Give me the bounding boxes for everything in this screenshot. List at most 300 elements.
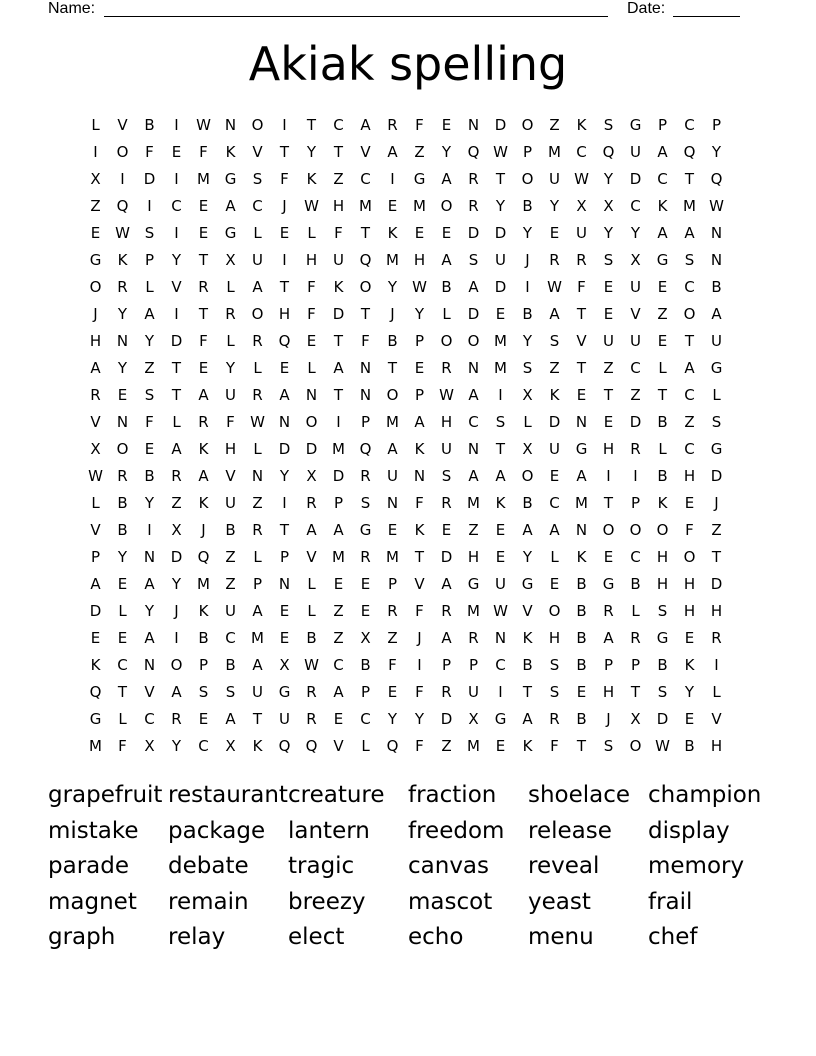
word-bank-row — [48, 885, 768, 921]
grid-letter: M — [359, 197, 372, 215]
grid-letter: K — [252, 737, 263, 755]
grid-row — [82, 680, 730, 707]
grid-letter: F — [307, 278, 316, 296]
grid-letter: R — [306, 710, 317, 728]
grid-letter: V — [414, 575, 425, 593]
grid-letter: W — [439, 386, 454, 404]
grid-letter: Z — [387, 629, 398, 647]
grid-letter: W — [493, 602, 508, 620]
grid-letter: T — [657, 386, 668, 404]
grid-letter: Q — [305, 737, 318, 755]
grid-letter: T — [279, 521, 290, 539]
word-bank-item: fraction — [408, 782, 497, 808]
grid-letter: P — [630, 494, 641, 512]
grid-letter: A — [279, 386, 290, 404]
grid-letter: I — [174, 305, 179, 323]
word-bank-item: release — [528, 817, 612, 844]
grid-letter: A — [468, 386, 479, 404]
grid-letter: L — [712, 386, 721, 404]
grid-letter: C — [171, 197, 182, 215]
grid-letter: R — [171, 467, 182, 485]
word-bank-item: elect — [288, 924, 345, 950]
grid-letter: J — [714, 494, 719, 512]
grid-letter: M — [332, 440, 345, 458]
grid-letter: O — [629, 521, 642, 539]
grid-letter: Z — [414, 143, 425, 161]
grid-letter: L — [118, 602, 127, 620]
grid-letter: F — [685, 521, 694, 539]
grid-letter: T — [171, 359, 182, 377]
grid-letter: M — [467, 494, 480, 512]
grid-letter: Y — [144, 494, 155, 512]
grid-row — [82, 653, 730, 680]
grid-letter: A — [468, 467, 479, 485]
grid-letter: U — [252, 683, 263, 701]
grid-letter: Y — [684, 683, 695, 701]
grid-letter: V — [711, 710, 722, 728]
word-bank-item: magnet — [48, 888, 137, 915]
grid-letter: W — [412, 278, 427, 296]
grid-letter: P — [711, 116, 722, 134]
grid-letter: R — [441, 359, 452, 377]
grid-letter: K — [225, 143, 236, 161]
grid-letter: K — [387, 224, 398, 242]
grid-letter: H — [467, 548, 480, 566]
grid-letter: Y — [441, 143, 452, 161]
grid-letter: L — [253, 440, 262, 458]
grid-letter: N — [467, 440, 480, 458]
grid-letter: R — [306, 494, 317, 512]
grid-letter: R — [360, 548, 371, 566]
grid-letter: F — [145, 413, 154, 431]
grid-row — [82, 464, 730, 491]
grid-letter: Z — [684, 413, 695, 431]
grid-letter: K — [333, 278, 344, 296]
grid-letter: L — [658, 359, 667, 377]
grid-letter: V — [144, 683, 155, 701]
date-blank-line — [673, 16, 740, 17]
grid-letter: Z — [711, 521, 722, 539]
grid-letter: B — [657, 656, 668, 674]
grid-letter: N — [116, 332, 129, 350]
grid-letter: Y — [306, 143, 317, 161]
grid-letter: A — [441, 575, 452, 593]
grid-letter: P — [657, 116, 668, 134]
grid-letter: S — [603, 251, 614, 269]
grid-letter: B — [306, 629, 317, 647]
grid-letter: N — [467, 359, 480, 377]
grid-letter: E — [441, 521, 452, 539]
grid-letter: Y — [117, 359, 128, 377]
grid-letter: S — [549, 332, 560, 350]
grid-letter: A — [468, 278, 479, 296]
grid-letter: R — [252, 332, 263, 350]
grid-letter: E — [441, 116, 452, 134]
grid-letter: B — [657, 413, 668, 431]
grid-letter: E — [198, 197, 209, 215]
grid-letter: P — [468, 656, 479, 674]
grid-letter: T — [414, 548, 425, 566]
grid-letter: Z — [225, 575, 236, 593]
name-blank-line — [104, 16, 608, 17]
grid-letter: O — [305, 413, 318, 431]
grid-row — [82, 248, 730, 275]
grid-letter: D — [170, 548, 183, 566]
grid-letter: E — [603, 305, 614, 323]
grid-letter: N — [386, 494, 399, 512]
word-bank-item: champion — [648, 782, 762, 808]
grid-letter: M — [494, 359, 507, 377]
grid-letter: L — [712, 683, 721, 701]
grid-letter: I — [390, 170, 395, 188]
grid-letter: R — [549, 710, 560, 728]
grid-letter: T — [171, 386, 182, 404]
grid-letter: B — [144, 467, 155, 485]
grid-letter: R — [117, 467, 128, 485]
grid-letter: B — [657, 467, 668, 485]
grid-letter: E — [441, 224, 452, 242]
grid-letter: T — [576, 359, 587, 377]
grid-letter: B — [522, 656, 533, 674]
grid-letter: F — [388, 656, 397, 674]
grid-letter: A — [387, 440, 398, 458]
grid-letter: W — [250, 413, 265, 431]
grid-letter: C — [630, 548, 641, 566]
grid-letter: O — [386, 386, 399, 404]
grid-letter: D — [170, 332, 183, 350]
grid-letter: A — [684, 224, 695, 242]
word-bank-item: tragic — [288, 853, 355, 879]
grid-letter: R — [387, 116, 398, 134]
word-bank-item: grapefruit — [48, 782, 163, 808]
grid-letter: E — [603, 413, 614, 431]
grid-letter: L — [253, 224, 262, 242]
grid-letter: N — [359, 386, 372, 404]
grid-letter: B — [144, 116, 155, 134]
grid-letter: R — [441, 683, 452, 701]
grid-letter: E — [657, 332, 668, 350]
grid-letter: N — [251, 467, 264, 485]
grid-letter: Y — [171, 737, 182, 755]
grid-letter: E — [117, 386, 128, 404]
grid-letter: P — [360, 413, 371, 431]
grid-row — [82, 518, 730, 545]
grid-letter: P — [90, 548, 101, 566]
grid-letter: Y — [171, 251, 182, 269]
grid-letter: U — [468, 683, 479, 701]
header-row — [0, 0, 816, 20]
grid-letter: A — [306, 521, 317, 539]
grid-letter: Q — [683, 143, 696, 161]
grid-letter: E — [333, 710, 344, 728]
word-bank-item: parade — [48, 853, 129, 879]
grid-letter: X — [90, 170, 101, 188]
grid-letter: M — [386, 251, 399, 269]
grid-letter: H — [656, 575, 669, 593]
grid-letter: E — [549, 467, 560, 485]
grid-letter: X — [576, 197, 587, 215]
grid-letter: F — [226, 413, 235, 431]
grid-letter: Y — [711, 143, 722, 161]
grid-letter: O — [251, 116, 264, 134]
grid-letter: H — [683, 575, 696, 593]
grid-letter: U — [576, 224, 587, 242]
grid-letter: T — [333, 143, 344, 161]
grid-letter: K — [414, 521, 425, 539]
grid-letter: I — [147, 197, 152, 215]
grid-letter: T — [495, 170, 506, 188]
grid-letter: A — [171, 683, 182, 701]
grid-letter: R — [252, 521, 263, 539]
grid-letter: O — [116, 440, 129, 458]
grid-letter: K — [522, 737, 533, 755]
grid-letter: Y — [414, 305, 425, 323]
grid-letter: C — [117, 656, 128, 674]
word-bank-item: yeast — [528, 888, 591, 915]
grid-letter: Q — [467, 143, 480, 161]
grid-letter: F — [361, 332, 370, 350]
grid-letter: N — [143, 656, 156, 674]
word-bank-item: memory — [648, 853, 745, 879]
grid-letter: G — [467, 575, 480, 593]
grid-letter: B — [198, 629, 209, 647]
grid-letter: E — [198, 710, 209, 728]
grid-letter: N — [575, 413, 588, 431]
grid-letter: E — [279, 224, 290, 242]
grid-letter: G — [656, 629, 669, 647]
grid-letter: Z — [549, 116, 560, 134]
grid-letter: X — [630, 251, 641, 269]
grid-letter: C — [468, 413, 479, 431]
grid-letter: B — [117, 494, 128, 512]
grid-letter: Z — [333, 629, 344, 647]
grid-letter: T — [198, 251, 209, 269]
word-bank-item: shoelace — [528, 782, 631, 808]
grid-letter: T — [279, 143, 290, 161]
grid-letter: U — [441, 440, 452, 458]
grid-letter: T — [684, 332, 695, 350]
grid-letter: L — [226, 332, 235, 350]
grid-letter: L — [145, 278, 154, 296]
grid-letter: I — [498, 683, 503, 701]
grid-letter: P — [198, 656, 209, 674]
grid-letter: N — [710, 224, 723, 242]
grid-letter: X — [603, 197, 614, 215]
grid-letter: C — [630, 359, 641, 377]
word-bank-item: creature — [288, 782, 385, 808]
grid-row — [82, 707, 730, 734]
grid-letter: V — [333, 737, 344, 755]
grid-letter: J — [174, 602, 179, 620]
grid-letter: R — [549, 251, 560, 269]
grid-letter: Y — [144, 332, 155, 350]
grid-letter: X — [279, 656, 290, 674]
grid-letter: I — [282, 494, 287, 512]
grid-letter: B — [576, 656, 587, 674]
grid-letter: Z — [603, 359, 614, 377]
grid-letter: T — [198, 305, 209, 323]
grid-letter: A — [225, 197, 236, 215]
grid-letter: Y — [144, 602, 155, 620]
grid-letter: P — [387, 575, 398, 593]
word-bank-item: echo — [408, 924, 464, 950]
grid-letter: T — [333, 386, 344, 404]
grid-letter: G — [359, 521, 372, 539]
grid-row — [82, 113, 730, 140]
grid-letter: Y — [387, 278, 398, 296]
grid-letter: B — [387, 332, 398, 350]
grid-letter: L — [91, 116, 100, 134]
grid-letter: A — [657, 143, 668, 161]
grid-letter: L — [307, 359, 316, 377]
grid-letter: W — [493, 143, 508, 161]
grid-letter: J — [525, 251, 530, 269]
page-title: Akiak spelling — [248, 37, 568, 91]
grid-row — [82, 491, 730, 518]
grid-letter: U — [225, 494, 236, 512]
grid-letter: R — [468, 197, 479, 215]
grid-letter: C — [333, 656, 344, 674]
grid-letter: D — [89, 602, 102, 620]
grid-letter: A — [711, 305, 722, 323]
grid-letter: Y — [603, 224, 614, 242]
grid-letter: T — [252, 710, 263, 728]
grid-letter: B — [360, 656, 371, 674]
word-bank-item: relay — [168, 924, 226, 950]
grid-letter: S — [657, 683, 668, 701]
grid-letter: V — [117, 116, 128, 134]
grid-letter: M — [467, 602, 480, 620]
grid-letter: G — [602, 575, 615, 593]
grid-letter: S — [603, 116, 614, 134]
grid-letter: S — [522, 359, 533, 377]
grid-letter: O — [170, 656, 183, 674]
grid-letter: P — [441, 656, 452, 674]
grid-letter: C — [252, 197, 263, 215]
name-label: Name: — [48, 0, 96, 17]
grid-letter: L — [307, 575, 316, 593]
grid-letter: A — [549, 305, 560, 323]
grid-letter: L — [631, 602, 640, 620]
grid-letter: R — [603, 602, 614, 620]
grid-letter: H — [602, 683, 615, 701]
grid-letter: C — [198, 737, 209, 755]
grid-letter: A — [333, 359, 344, 377]
grid-letter: W — [88, 467, 103, 485]
grid-letter: N — [710, 251, 723, 269]
grid-letter: W — [547, 278, 562, 296]
grid-letter: B — [576, 629, 587, 647]
grid-letter: T — [711, 548, 722, 566]
grid-letter: F — [199, 143, 208, 161]
grid-letter: O — [89, 278, 102, 296]
grid-letter: E — [198, 224, 209, 242]
word-bank-item: frail — [648, 888, 693, 915]
grid-letter: B — [684, 737, 695, 755]
grid-letter: C — [144, 710, 155, 728]
grid-letter: H — [89, 332, 102, 350]
grid-letter: E — [279, 359, 290, 377]
grid-letter: B — [711, 278, 722, 296]
grid-letter: H — [710, 737, 723, 755]
grid-row — [82, 410, 730, 437]
grid-letter: M — [575, 494, 588, 512]
grid-letter: E — [387, 197, 398, 215]
grid-letter: K — [90, 656, 101, 674]
word-bank-item: package — [168, 817, 266, 844]
grid-letter: T — [333, 332, 344, 350]
grid-row — [82, 626, 730, 653]
grid-letter: R — [441, 494, 452, 512]
grid-letter: A — [522, 521, 533, 539]
grid-letter: A — [549, 521, 560, 539]
letter-grid — [82, 113, 730, 761]
grid-letter: F — [415, 737, 424, 755]
grid-letter: H — [224, 440, 237, 458]
grid-letter: R — [198, 278, 209, 296]
grid-letter: B — [576, 602, 587, 620]
grid-row — [82, 545, 730, 572]
grid-letter: E — [495, 305, 506, 323]
grid-letter: A — [441, 170, 452, 188]
grid-row — [82, 221, 730, 248]
word-bank-row — [48, 778, 768, 814]
word-bank-item: display — [648, 817, 730, 844]
grid-letter: W — [304, 197, 319, 215]
grid-letter: Q — [386, 737, 399, 755]
grid-letter: K — [549, 386, 560, 404]
grid-letter: Z — [657, 305, 668, 323]
grid-letter: H — [305, 251, 318, 269]
grid-letter: D — [548, 413, 561, 431]
grid-letter: U — [603, 332, 614, 350]
grid-letter: A — [252, 278, 263, 296]
grid-letter: B — [441, 278, 452, 296]
grid-letter: L — [442, 305, 451, 323]
grid-letter: C — [657, 170, 668, 188]
grid-letter: G — [89, 710, 102, 728]
grid-letter: K — [117, 251, 128, 269]
grid-letter: N — [467, 116, 480, 134]
grid-letter: Z — [144, 359, 155, 377]
word-bank-row — [48, 849, 768, 885]
grid-letter: M — [89, 737, 102, 755]
grid-letter: K — [657, 197, 668, 215]
grid-letter: D — [710, 575, 723, 593]
grid-letter: Y — [414, 710, 425, 728]
grid-letter: Q — [197, 548, 210, 566]
grid-letter: M — [467, 737, 480, 755]
grid-letter: T — [576, 305, 587, 323]
grid-letter: F — [550, 737, 559, 755]
grid-letter: A — [414, 413, 425, 431]
grid-letter: F — [334, 224, 343, 242]
grid-letter: P — [603, 656, 614, 674]
word-bank-item: graph — [48, 924, 116, 950]
grid-letter: D — [494, 224, 507, 242]
grid-letter: X — [225, 251, 236, 269]
grid-letter: S — [549, 656, 560, 674]
grid-letter: B — [576, 710, 587, 728]
word-bank-item: chef — [648, 924, 698, 950]
grid-letter: D — [332, 305, 345, 323]
grid-letter: V — [630, 305, 641, 323]
grid-letter: Z — [252, 494, 263, 512]
grid-letter: E — [495, 548, 506, 566]
word-bank-row — [48, 814, 768, 850]
grid-letter: F — [577, 278, 586, 296]
grid-letter: I — [525, 278, 530, 296]
